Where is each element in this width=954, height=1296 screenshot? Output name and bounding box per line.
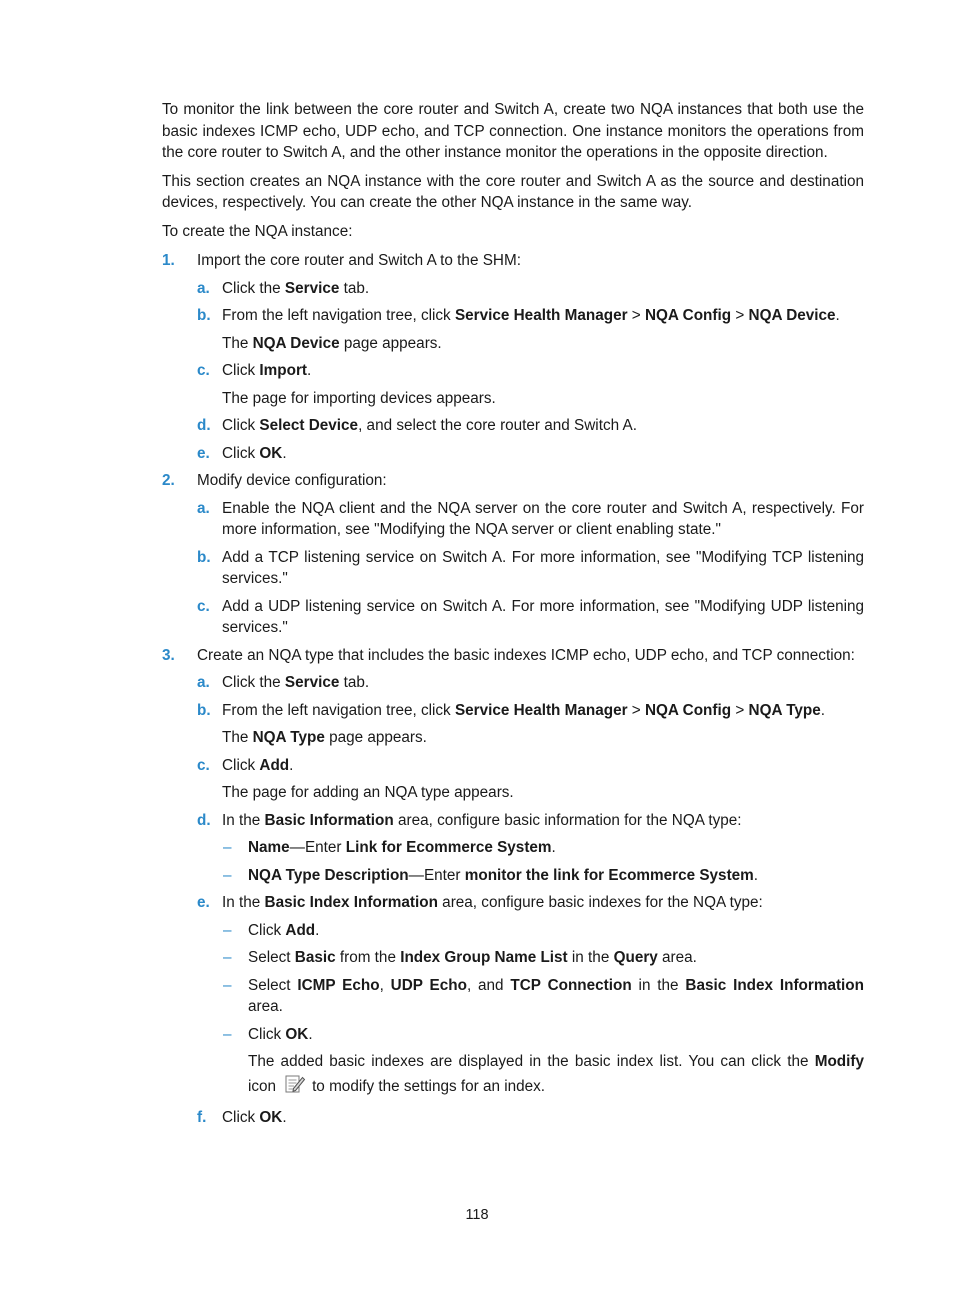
substep xyxy=(162,278,864,300)
intro-paragraph: To create the NQA instance: xyxy=(162,222,353,240)
substep-letter: d. xyxy=(197,417,211,434)
dash-marker: – xyxy=(223,976,232,994)
substep xyxy=(162,360,864,382)
substep xyxy=(162,498,864,541)
step-number: 3. xyxy=(162,646,175,664)
substep-text: Add a TCP listening service on Switch A. For more information, see "Modifying TCP listening services." xyxy=(222,548,864,587)
step-1 xyxy=(162,250,864,272)
substep-text: Enable the NQA client and the NQA server on the core router and Switch A, respectively. For more information, see "Modifying the NQA server or client enabling state." xyxy=(222,499,864,538)
substep-letter: e. xyxy=(197,894,210,911)
substep-letter: a. xyxy=(197,499,210,517)
substep-letter: c. xyxy=(197,597,210,615)
bullet-item: – Click Add. xyxy=(162,920,864,942)
substep-letter: e. xyxy=(197,444,210,462)
substep xyxy=(162,596,864,639)
bullet-item: – Name—Enter Link for Ecommerce System. xyxy=(162,837,864,859)
substep-letter: a. xyxy=(197,674,210,691)
edit-icon xyxy=(284,1073,306,1102)
substep-text: Click the Service tab. xyxy=(222,674,370,691)
substep-note: The page for importing devices appears. xyxy=(222,389,496,407)
bullet-note: The added basic indexes are displayed in the basic index list. You can click the Modify icon to modify the settings for an index. xyxy=(162,1051,864,1101)
intro-paragraph: To monitor the link between the core router and Switch A, create two NQA instances that both use the basic indexes ICMP echo, UDP echo, and TCP connection. One instance monitors the operations from the core router to Switch A, and the other instance monitor the operations in the opposite direction. xyxy=(162,101,864,161)
substep-letter: b. xyxy=(197,701,211,719)
dash-marker: – xyxy=(223,949,232,966)
substep xyxy=(162,892,864,914)
substep-text: Click OK. xyxy=(222,1109,287,1126)
substep xyxy=(162,415,864,437)
substep-text: From the left navigation tree, click Service Health Manager > NQA Config > NQA Device. xyxy=(222,307,840,324)
substep xyxy=(162,547,864,590)
dash-marker: – xyxy=(223,1025,232,1043)
bullet-item: – Select ICMP Echo, UDP Echo, and TCP Connection in the Basic Index Information area. xyxy=(223,976,864,1015)
step-3 xyxy=(162,645,864,667)
substep xyxy=(162,755,864,777)
dash-marker: – xyxy=(223,839,232,856)
bullet-item: – Click OK. xyxy=(162,1024,864,1046)
substep-text: In the Basic Information area, configure basic information for the NQA type: xyxy=(222,811,742,829)
substep xyxy=(162,443,864,465)
dash-marker: – xyxy=(223,866,232,884)
page-number: 118 xyxy=(465,1207,489,1223)
substep-text: Click OK. xyxy=(222,444,287,462)
substep-note: The NQA Device page appears. xyxy=(222,334,442,352)
substep-text: Click Import. xyxy=(222,362,312,379)
document-body xyxy=(162,99,864,1135)
substep-letter: b. xyxy=(197,548,211,566)
dash-marker: – xyxy=(223,921,232,939)
substep-text: Add a UDP listening service on Switch A. For more information, see "Modifying UDP listening services." xyxy=(222,597,864,636)
intro-paragraph: This section creates an NQA instance with the core router and Switch A as the source and destination devices, respectively. You can create the other NQA instance in the same way. xyxy=(162,172,864,211)
substep-letter: c. xyxy=(197,362,210,379)
substep-note: The page for adding an NQA type appears. xyxy=(222,784,514,801)
step-2 xyxy=(162,470,864,492)
substep-letter: b. xyxy=(197,307,211,324)
substep xyxy=(162,672,864,694)
substep-text: In the Basic Index Information area, configure basic indexes for the NQA type: xyxy=(222,894,763,911)
substep-note: The NQA Type page appears. xyxy=(222,729,427,746)
step-text: Create an NQA type that includes the basic indexes ICMP echo, UDP echo, and TCP connection: xyxy=(197,646,855,664)
substep xyxy=(162,810,864,832)
step-number: 1. xyxy=(162,252,175,269)
substep-letter: f. xyxy=(197,1109,207,1126)
substep-letter: a. xyxy=(197,279,210,297)
substep-text: Click the Service tab. xyxy=(222,279,370,297)
bullet-item: – Select Basic from the Index Group Name List in the Query area. xyxy=(162,947,864,969)
substep-text: From the left navigation tree, click Service Health Manager > NQA Config > NQA Type. xyxy=(222,701,826,719)
substep-text: Click Select Device, and select the core router and Switch A. xyxy=(222,417,637,434)
step-text: Modify device configuration: xyxy=(197,472,387,489)
substep-letter: c. xyxy=(197,756,210,774)
bullet-item: – NQA Type Description—Enter monitor the link for Ecommerce System. xyxy=(162,865,864,887)
substep xyxy=(162,305,864,327)
step-text: Import the core router and Switch A to the SHM: xyxy=(197,252,521,269)
substep-text: Click Add. xyxy=(222,756,294,774)
step-number: 2. xyxy=(162,472,175,489)
substep xyxy=(162,1107,864,1129)
substep xyxy=(162,700,864,722)
substep-letter: d. xyxy=(197,811,211,829)
